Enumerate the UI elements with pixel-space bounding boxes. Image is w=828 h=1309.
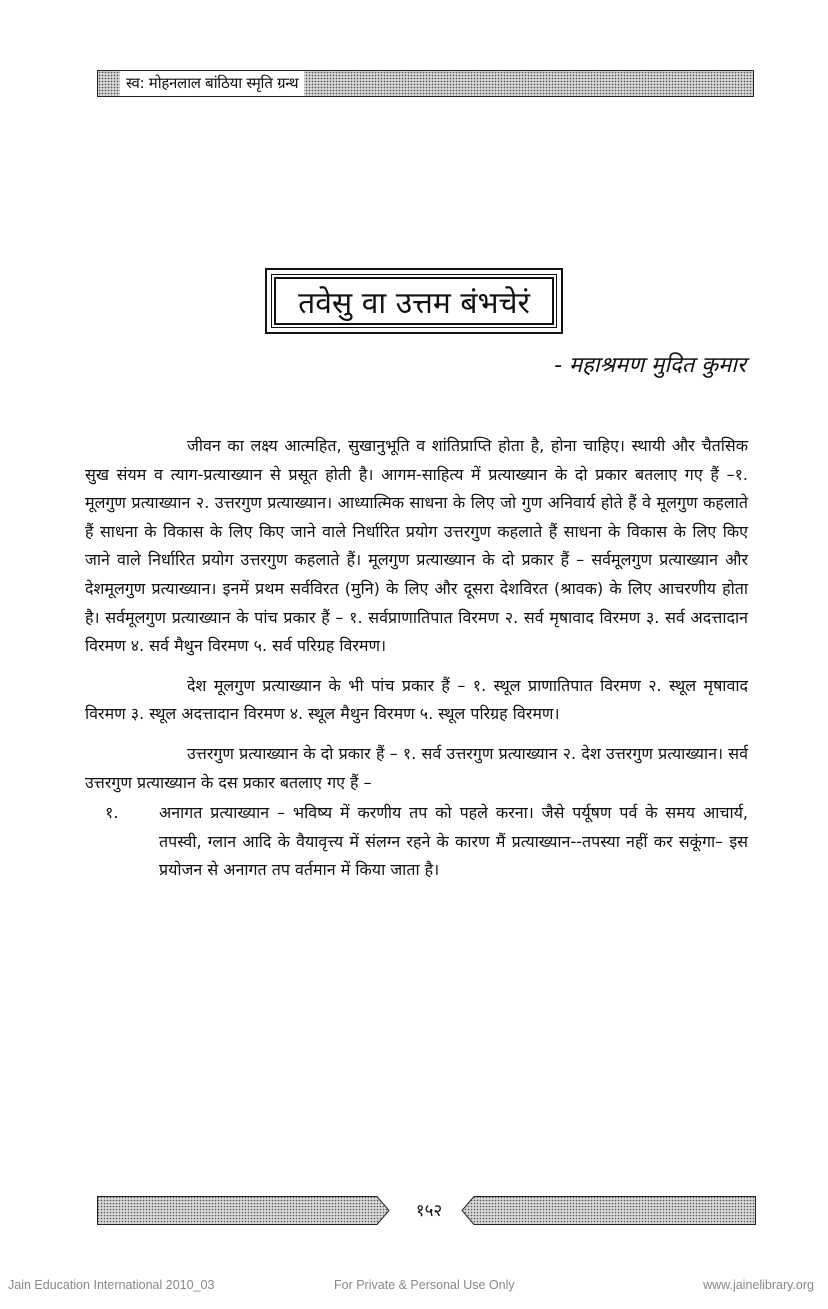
footer-band-left [97, 1196, 390, 1225]
list-item [85, 799, 748, 885]
footer-band-right [461, 1196, 756, 1225]
list-item-text: अनागत प्रत्याख्यान – भविष्य में करणीय तप को पहले करना। जैसे पर्यूषण पर्व के समय आचार्य, तपस्वी, ग्लान आदि के वैयावृत्त्य में संलग्न रहने के कारण मैं प्रत्याख्यान--तपस्या नहीं कर सकूंगा– इस प्रयोजन से अनागत तप वर्तमान में किया जाता है। [159, 803, 748, 880]
paragraph: जीवन का लक्ष्य आत्महित, सुखानुभूति व शांतिप्राप्ति होता है, होना चाहिए। स्थायी और चैतसिक सुख संयम व त्याग-प्रत्याख्यान से प्रसूत होती है। आगम-साहित्य में प्रत्याख्यान के दो प्रकार बतलाए गए हैं –१. मूलगुण प्रत्याख्यान २. उत्तरगुण प्रत्याख्यान। आध्यात्मिक साधना के लिए जो गुण अनिवार्य होते हैं वे मूलगुण कहलाते हैं साधना के विकास के लिए किए जाने वाले निर्धारित प्रयोग उत्तरगुण कहलाते हैं साधना के विकास के लिए किए जाने वाले निर्धारित प्रयोग उत्तरगुण कहलाते हैं। मूलगुण प्रत्याख्यान के दो प्रकार हैं – सर्वमूलगुण प्रत्याख्यान और देशमूलगुण प्रत्याख्यान। इनमें प्रथम सर्वविरत (मुनि) के लिए और दूसरा देशविरत (श्रावक) के लिए आचरणीय होता है। सर्वमूलगुण प्रत्याख्यान के पांच प्रकार हैं – १. सर्वप्राणातिपात विरमण २. सर्व मृषावाद विरमण ३. सर्व अदत्तादान विरमण ४. सर्व मैथुन विरमण ५. सर्व परिग्रह विरमण। [85, 436, 748, 656]
article-title-inner-frame [271, 274, 557, 328]
paragraph: उत्तरगुण प्रत्याख्यान के दो प्रकार हैं – १. सर्व उत्तरगुण प्रत्याख्यान २. देश उत्तरगुण प्रत्याख्यान। सर्व उत्तरगुण प्रत्याख्यान के दस प्रकार बतलाए गए हैं – [85, 743, 748, 792]
article-title-frame [265, 268, 563, 334]
footer-website-link[interactable]: www.jainelibrary.org [703, 1278, 814, 1292]
footer-publisher: Jain Education International 2010_03 [8, 1278, 215, 1292]
article-title: तवेसु वा उत्तम बंभचेरं [275, 278, 553, 324]
paragraph: देश मूलगुण प्रत्याख्यान के भी पांच प्रकार हैं – १. स्थूल प्राणातिपात विरमण २. स्थूल मृषावाद विरमण ३. स्थूल अदत्तादान विरमण ४. स्थूल मैथुन विरमण ५. स्थूल परिग्रह विरमण। [85, 675, 748, 724]
running-header-band [97, 70, 754, 97]
article-body [85, 432, 748, 885]
article-author: - महाश्रमण मुदित कुमार [554, 353, 746, 378]
page-number: १५२ [415, 1201, 443, 1221]
list-item-number: १. [105, 803, 119, 823]
footer-usage-note: For Private & Personal Use Only [334, 1278, 515, 1292]
running-header-title: स्व: मोहनलाल बांठिया स्मृति ग्रन्थ [120, 71, 304, 96]
